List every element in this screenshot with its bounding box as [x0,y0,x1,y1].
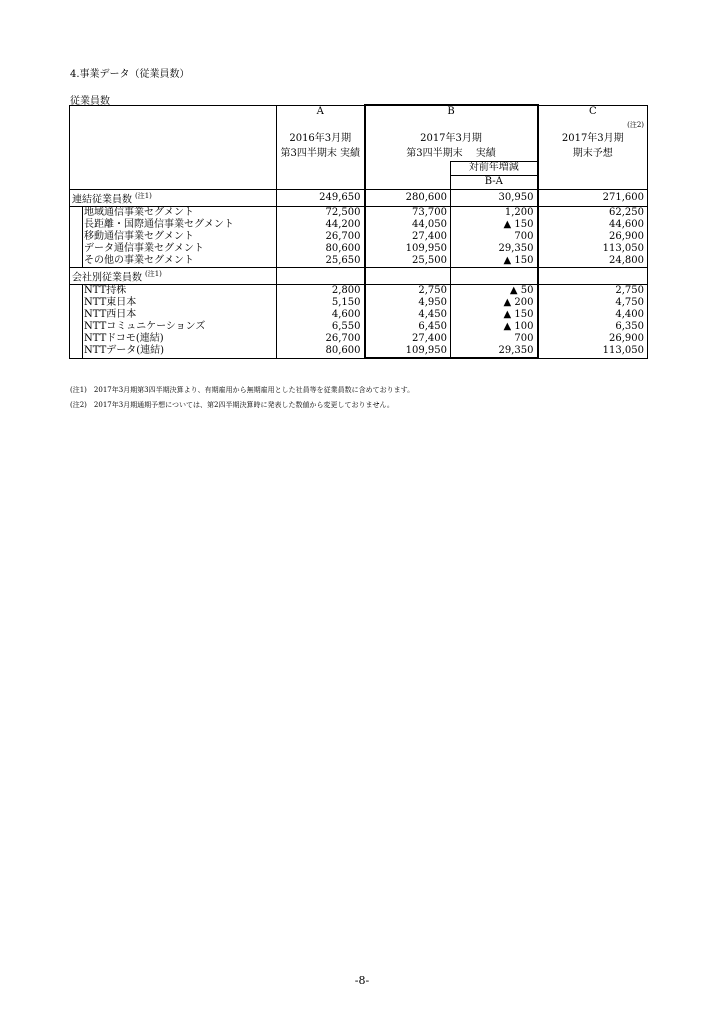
col-c-letter: C [538,105,648,119]
table-row [70,285,648,298]
table-row [70,345,648,358]
cell-c: 4,400 [538,309,648,321]
table-row [70,206,648,219]
col-b-letter: B [365,105,538,119]
cell-diff: 30,950 [451,189,538,206]
cell-b: 25,500 [365,255,451,268]
cell-a: 26,700 [277,231,365,243]
table-row [70,267,648,284]
table-row [70,309,648,321]
company-label: NTT持株 [70,285,277,298]
company-label: NTTデータ(連結) [70,345,277,358]
cell-b: 109,950 [365,243,451,255]
col-diff-label: 対前年増減 [451,161,538,175]
cell-c: 2,750 [538,285,648,298]
cell-c: 4,750 [538,297,648,309]
col-b-period [365,131,538,161]
cell-a: 5,150 [277,297,365,309]
footnote-2: (注2) 2017年3月期通期予想については、第2四半期決算時に発表した数値から変更しておりません。 [70,401,394,409]
cell-c: 6,350 [538,321,648,333]
table-row [70,219,648,231]
cell-b: 4,950 [365,297,451,309]
col-a-spacer [277,161,365,175]
segment-label: データ通信事業セグメント [70,243,277,255]
cell-c: 62,250 [538,206,648,219]
cell-c: 113,050 [538,345,648,358]
cell-c: 44,600 [538,219,648,231]
table-row [70,255,648,268]
cell-a: 6,550 [277,321,365,333]
group-label-consolidated: 連結従業員数 $^{(注1)}$ [70,189,277,206]
cell-a: 4,600 [277,309,365,321]
segment-label: 長距離・国際通信事業セグメント [70,219,277,231]
col-diff-formula: B-A [451,175,538,189]
cell-c: 24,800 [538,255,648,268]
col-a-note [277,119,365,131]
company-label: NTTコミュニケーションズ [70,321,277,333]
segment-label: 移動通信事業セグメント [70,231,277,243]
cell-b: 4,450 [365,309,451,321]
cell-diff: 29,350 [451,243,538,255]
col-b-note [365,119,538,131]
table-caption: 従業員数 [70,96,110,107]
cell-a: 249,650 [277,189,365,206]
cell-diff [451,267,538,284]
cell-diff: ▲ 200 [451,297,538,309]
employee-table [69,104,648,359]
cell-a: 44,200 [277,219,365,231]
col-a-spacer2 [277,175,365,189]
table-row [70,297,648,309]
cell-b [365,267,451,284]
header-letter-row [70,105,648,119]
cell-a: 25,650 [277,255,365,268]
table-row [70,321,648,333]
col-a-period [277,131,365,161]
col-b-spacer [365,161,451,175]
cell-a: 80,600 [277,243,365,255]
table-row [70,189,648,206]
footnotes [70,383,414,413]
group-label-company: 会社別従業員数 $^{(注1)}$ [70,267,277,284]
col-b-line1: 2017年3月期 [420,133,482,144]
col-a-line1: 2016年3月期 [289,133,352,144]
cell-diff: ▲ 100 [451,321,538,333]
cell-diff: 700 [451,231,538,243]
company-label: NTT西日本 [70,309,277,321]
cell-c: 26,900 [538,231,648,243]
cell-c: 113,050 [538,243,648,255]
col-c-line2: 期末予想 [572,148,613,159]
col-a-line2: 第3四半期末 実績 [280,148,361,159]
cell-b: 27,400 [365,333,451,345]
page-number: -8- [354,974,370,987]
col-c-line1: 2017年3月期 [561,133,624,144]
cell-c: 271,600 [538,189,648,206]
cell-diff: 700 [451,333,538,345]
cell-a [277,267,365,284]
cell-a: 2,800 [277,285,365,298]
table-row [70,333,648,345]
col-b-spacer2 [365,175,451,189]
cell-b: 2,750 [365,285,451,298]
col-c-spacer2 [538,175,648,189]
segment-label: 地域通信事業セグメント [70,206,277,219]
cell-diff: ▲ 150 [451,219,538,231]
cell-c [538,267,648,284]
cell-a: 80,600 [277,345,365,358]
cell-diff: ▲ 150 [451,309,538,321]
cell-diff: ▲ 50 [451,285,538,298]
cell-a: 72,500 [277,206,365,219]
cell-b: 44,050 [365,219,451,231]
col-c-spacer [538,161,648,175]
cell-b: 73,700 [365,206,451,219]
table-row [70,243,648,255]
header-empty-cell [70,105,277,189]
col-a-letter: A [277,105,365,119]
cell-b: 280,600 [365,189,451,206]
cell-b: 109,950 [365,345,451,358]
col-c-note: (注2) [538,119,648,131]
cell-diff: ▲ 150 [451,255,538,268]
section-title: 4.事業データ（従業員数） [70,69,190,80]
cell-a: 26,700 [277,333,365,345]
cell-c: 26,900 [538,333,648,345]
cell-b: 27,400 [365,231,451,243]
company-label: NTT東日本 [70,297,277,309]
table-row [70,231,648,243]
footnote-1: (注1) 2017年3月期第3四半期決算より、有期雇用から無期雇用とした社員等を従業員数に含めております。 [70,386,415,394]
col-b-line2: 第3四半期末 実績 [406,148,496,159]
segment-label: その他の事業セグメント [70,255,277,268]
cell-b: 6,450 [365,321,451,333]
company-label: NTTドコモ(連結) [70,333,277,345]
cell-diff: 1,200 [451,206,538,219]
col-c-period [538,131,648,161]
cell-diff: 29,350 [451,345,538,358]
